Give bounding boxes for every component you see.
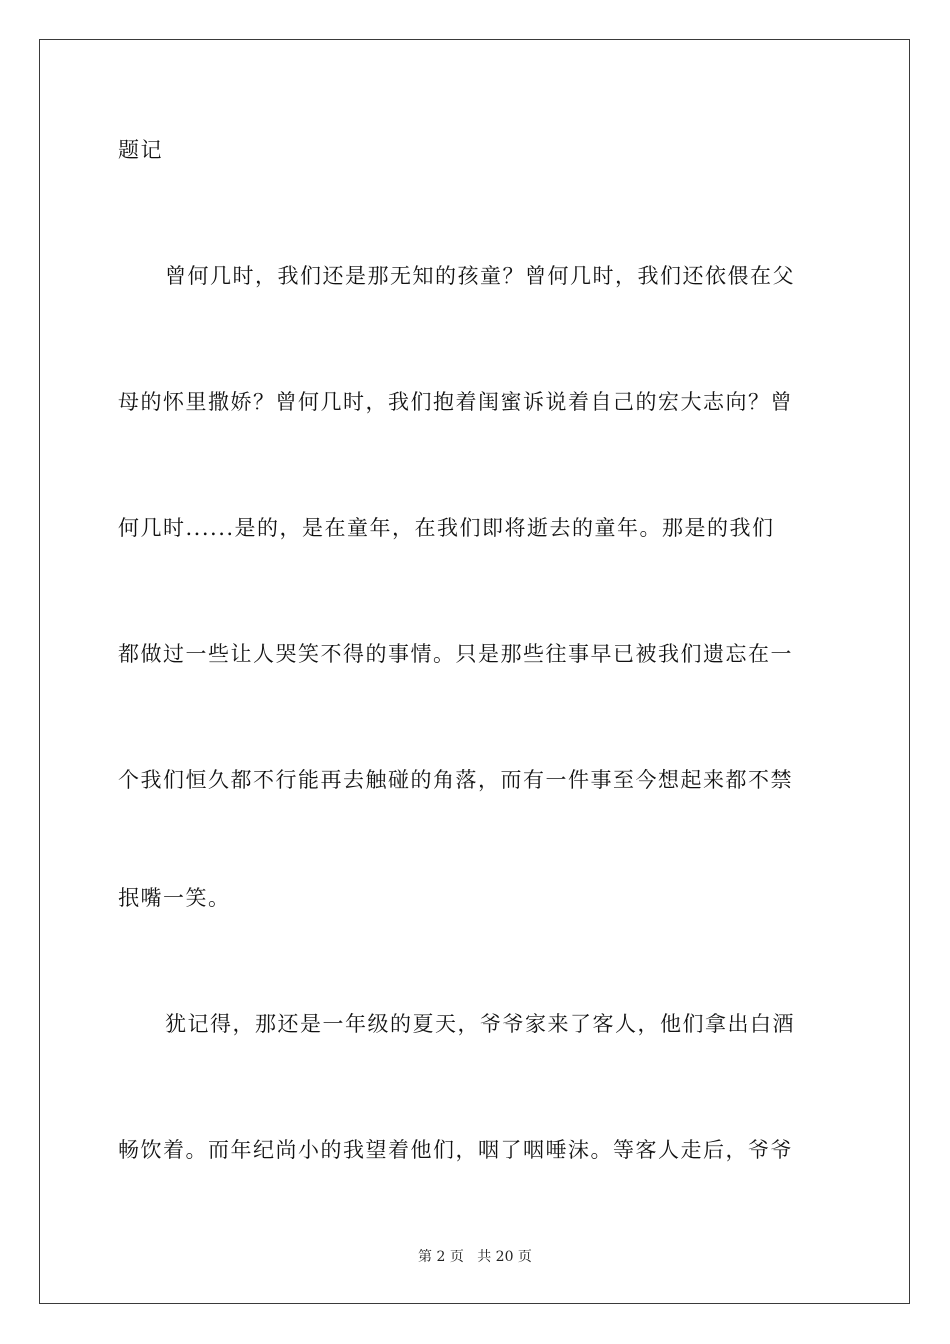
paragraph-line: 曾何几时，我们还是那无知的孩童？曾何几时，我们还依偎在父 [165,264,795,288]
page-border [39,39,910,1304]
paragraph-line: 都做过一些让人哭笑不得的事情。只是那些往事早已被我们遗忘在一 [118,642,793,666]
paragraph-line: 犹记得，那还是一年级的夏天，爷爷家来了客人，他们拿出白酒 [165,1012,795,1036]
page-total: 共 20 页 [477,1249,532,1265]
page-number: 第 2 页 [418,1249,464,1265]
paragraph-line: 个我们恒久都不行能再去触碰的角落，而有一件事至今想起来都不禁 [118,768,793,792]
document-heading: 题记 [118,138,163,162]
page-footer [0,1247,950,1267]
paragraph-line: 抿嘴一笑。 [118,886,231,910]
paragraph-line: 母的怀里撒娇？曾何几时，我们抱着闺蜜诉说着自己的宏大志向？曾 [118,390,793,414]
paragraph-line: 畅饮着。而年纪尚小的我望着他们，咽了咽唾沫。等客人走后，爷爷 [118,1138,793,1162]
paragraph-line: 何几时......是的，是在童年，在我们即将逝去的童年。那是的我们 [118,516,775,540]
